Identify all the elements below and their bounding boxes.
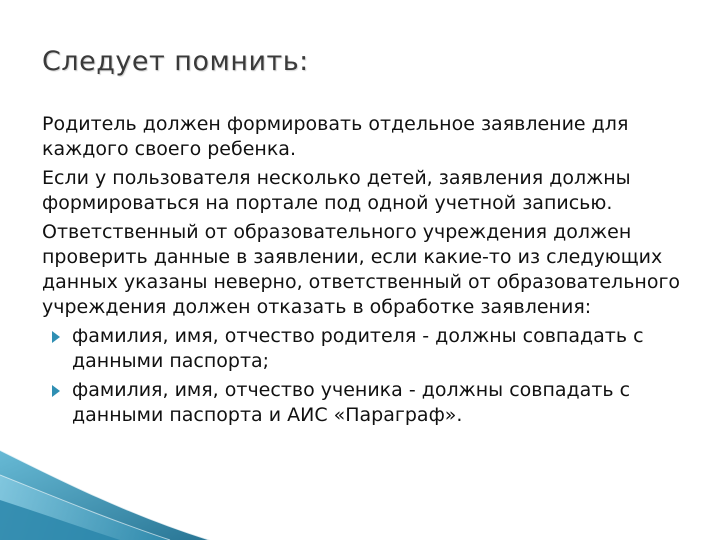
paragraph: Ответственный от образовательного учреждения должен проверить данные в заявлении, если какие-то из следующих данных указаны неверно, ответственный от образовательного учреждения должен отказать в обработке заявления: — [42, 221, 681, 318]
paragraph: Родитель должен формировать отдельное заявление для каждого своего ребенка. — [42, 113, 629, 160]
slide-title: Следует помнить: — [42, 46, 309, 77]
slide-body — [42, 112, 682, 432]
bullet-list — [42, 324, 682, 428]
triangle-right-icon — [52, 331, 60, 343]
bullet-text: фамилия, имя, отчество родителя - должны совпадать с данными паспорта; — [72, 325, 644, 372]
triangle-right-icon — [52, 385, 60, 397]
corner-wave-decoration — [0, 445, 210, 540]
paragraph: Если у пользователя несколько детей, заявления должны формироваться на портале под одной учетной записью. — [42, 167, 631, 214]
bullet-item — [42, 378, 682, 428]
bullet-item — [42, 324, 682, 374]
bullet-text: фамилия, имя, отчество ученика - должны совпадать с данными паспорта и АИС «Параграф». — [72, 379, 631, 426]
